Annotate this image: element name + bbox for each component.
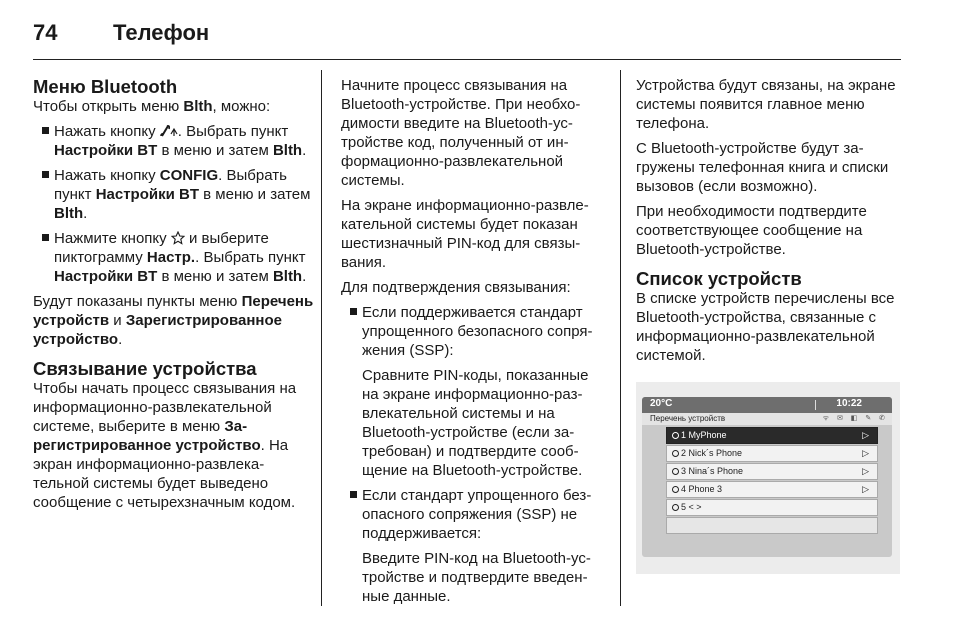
device-name: 2 Nick´s Phone bbox=[681, 448, 743, 458]
divider bbox=[815, 400, 816, 410]
text: Будут показаны пункты меню bbox=[33, 293, 242, 310]
display-top-bar bbox=[642, 397, 892, 413]
clock-readout: 10:22 bbox=[836, 398, 862, 409]
column-divider-left bbox=[321, 70, 322, 606]
page-title: Телефон bbox=[113, 20, 210, 45]
bluetooth-menu-intro bbox=[33, 97, 315, 116]
device-name: 3 Nina´s Phone bbox=[681, 466, 744, 476]
menu-term: Настройки BT bbox=[54, 142, 158, 159]
menu-term: Blth bbox=[54, 205, 84, 222]
menu-term: Зарегистрированное устройство bbox=[33, 312, 282, 348]
menu-term: CONFIG bbox=[159, 167, 219, 184]
screen-title: Перечень устройств bbox=[650, 414, 726, 423]
section-title-bluetooth-menu: Меню Bluetooth bbox=[33, 76, 178, 97]
column-1 bbox=[33, 76, 315, 518]
paragraph: При необходимости подтвердите соответствующее сообщение на Bluetooth-устройстве. bbox=[636, 203, 867, 258]
empty-row bbox=[666, 517, 878, 534]
text: . На экран информационно-развлекательной системы будет выведено сообщение с четырехзначным кодом. bbox=[33, 437, 296, 511]
infotainment-display bbox=[642, 397, 892, 557]
menu-items-note bbox=[33, 292, 315, 349]
device-name: 4 Phone 3 bbox=[681, 484, 723, 494]
text: в меню и затем bbox=[157, 268, 273, 285]
device-list-description: В списке устройств перечислены все Bluetooth-устройства, связанные с информационно-развлекательной системой. bbox=[636, 290, 895, 364]
menu-term: Зарегистрированное устройство bbox=[33, 418, 261, 454]
phone-key-icon bbox=[160, 124, 178, 138]
favourites-key-icon bbox=[171, 231, 185, 245]
paragraph: С Bluetooth-устройстве будут загружены телефонная книга и списки вызовов (если возможно). bbox=[636, 140, 889, 195]
infotainment-screenshot bbox=[636, 382, 900, 574]
bullet-item-3 bbox=[33, 229, 315, 286]
menu-term: Blth bbox=[183, 98, 213, 115]
text: Чтобы начать процесс связывания на информационно-развлекательной системе, выберите в меню bbox=[33, 380, 297, 435]
device-row[interactable] bbox=[666, 463, 878, 480]
paragraph: Для подтверждения связывания: bbox=[341, 279, 571, 296]
text: Нажмите кнопку bbox=[54, 230, 171, 247]
radio-icon bbox=[672, 504, 679, 511]
menu-term: Blth bbox=[272, 268, 303, 285]
chevron-right-icon: ▷ bbox=[862, 484, 869, 494]
chevron-right-icon: ▷ bbox=[862, 430, 869, 440]
bullet-item-1 bbox=[33, 122, 315, 160]
paragraph: Начните процесс связывания на Bluetooth-устройстве. При необходимости введите на Bluetooth-устройстве код, полученный от информационно-развлекательной системы. bbox=[341, 77, 581, 189]
text: и выберите пиктограмму bbox=[54, 230, 269, 266]
text: . bbox=[302, 142, 307, 159]
menu-term: Настройки BT bbox=[95, 186, 199, 203]
bullet-item-2 bbox=[33, 166, 315, 223]
device-name: 5 < > bbox=[681, 502, 702, 512]
radio-icon bbox=[672, 450, 679, 457]
pairing-intro bbox=[33, 379, 315, 512]
page-number: 74 bbox=[33, 20, 58, 45]
text: в меню и затем bbox=[157, 142, 273, 159]
menu-term: Перечень устройств bbox=[33, 293, 314, 329]
paragraph: Устройства будут связаны, на экране системы появится главное меню телефона. bbox=[636, 77, 896, 132]
display-title-bar bbox=[642, 413, 892, 425]
device-list bbox=[666, 427, 878, 535]
text: . bbox=[118, 331, 123, 348]
menu-term: Настройки BT bbox=[54, 268, 158, 285]
device-row[interactable] bbox=[666, 481, 878, 498]
bullet-ssp-unsupported-detail: Введите PIN-код на Bluetooth-устройстве и подтвердите введенные данные. bbox=[362, 550, 591, 605]
page-header bbox=[33, 12, 933, 60]
temperature-readout: 20°C bbox=[650, 398, 673, 409]
status-icons: ᯤ ✉ ◧ ✎ ✆ bbox=[822, 415, 888, 422]
bullet-ssp-supported: Если поддерживается стандарт упрощенного безопасного сопряжения (SSP): bbox=[341, 303, 609, 360]
column-2 bbox=[341, 76, 609, 612]
text: . bbox=[83, 205, 88, 222]
radio-icon bbox=[672, 432, 679, 439]
text: в меню и затем bbox=[199, 186, 311, 203]
section-title-pairing: Связывание устройства bbox=[33, 358, 257, 379]
header-rule bbox=[33, 59, 901, 60]
text: и bbox=[109, 312, 126, 329]
radio-icon bbox=[672, 486, 679, 493]
paragraph: На экране информационно-развлекательной системы будет показан шестизначный PIN-код для связывания. bbox=[341, 197, 589, 271]
device-name: 1 MyPhone bbox=[681, 430, 727, 440]
radio-icon bbox=[672, 468, 679, 475]
menu-term: Blth bbox=[272, 142, 303, 159]
menu-term: Настр. bbox=[146, 249, 196, 266]
text: Чтобы открыть меню bbox=[33, 98, 184, 115]
text: Нажать кнопку bbox=[54, 167, 160, 184]
text: , можно: bbox=[212, 98, 271, 115]
device-row[interactable] bbox=[666, 445, 878, 462]
text: Нажать кнопку bbox=[54, 123, 160, 140]
device-row[interactable] bbox=[666, 499, 878, 516]
column-divider-right bbox=[620, 70, 621, 606]
chevron-right-icon: ▷ bbox=[862, 448, 869, 458]
bullet-ssp-unsupported: Если стандарт упрощенного безопасного сопряжения (SSP) не поддерживается: bbox=[341, 486, 609, 543]
text: . Выбрать пункт bbox=[177, 123, 289, 140]
column-3 bbox=[636, 76, 906, 371]
chevron-right-icon: ▷ bbox=[862, 466, 869, 476]
device-row[interactable] bbox=[666, 427, 878, 444]
text: . bbox=[302, 268, 307, 285]
section-title-device-list: Список устройств bbox=[636, 268, 802, 289]
text: . Выбрать пункт bbox=[195, 249, 306, 266]
text: . Выбрать пункт bbox=[54, 167, 287, 203]
bullet-ssp-supported-detail: Сравните PIN-коды, показанные на экране информационно-развлекательной системы и на Bluetooth-устройстве (если затребован) и подтвердите сообщение на Bluetooth-устройстве. bbox=[362, 367, 589, 479]
